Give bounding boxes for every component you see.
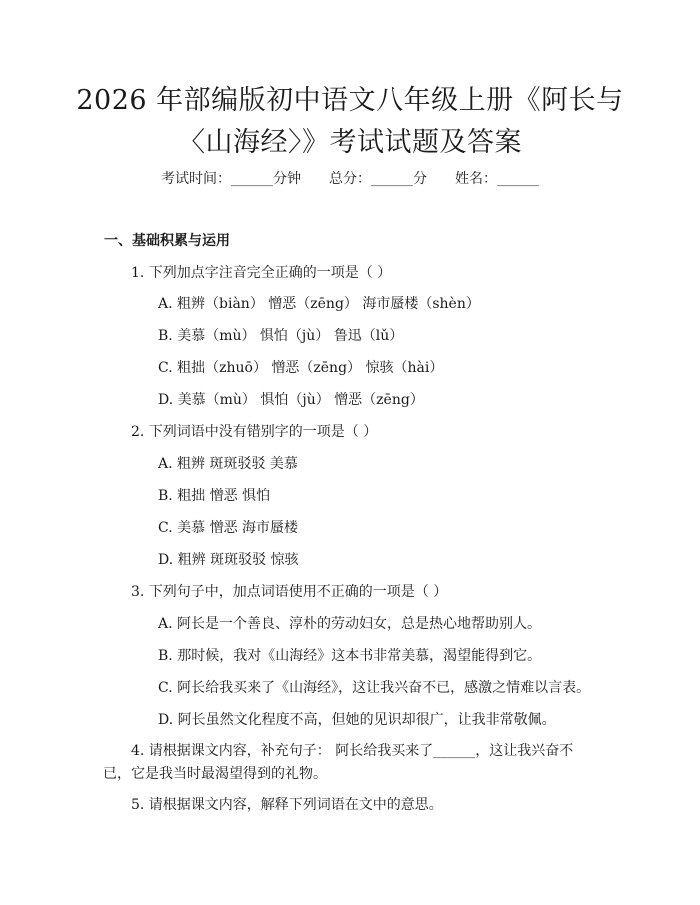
section-heading: 一、基础积累与运用 (104, 233, 230, 249)
exam-title-line-2: 〈山海经〉》考试试题及答案 (178, 127, 522, 158)
question-2-option-d: D. 粗辨 斑斑驳驳 惊骇 (158, 552, 299, 568)
question-4-stem: 4. 请根据课文内容，补充句子： 阿长给我买来了______，这让我兴奋不 (131, 743, 574, 759)
question-2-option-b: B. 粗拙 憎恶 惧怕 (158, 488, 271, 504)
question-3-option-b: B. 那时候，我对《山海经》这本书非常美慕，渴望能得到它。 (158, 648, 542, 664)
question-3-option-c: C. 阿长给我买来了《山海经》，这让我兴奋不已，感激之情难以言表。 (158, 680, 591, 696)
exam-meta (0, 168, 700, 188)
question-1-option-d: D. 美慕（mù） 惧怕（jù） 憎恶（zēng） (158, 392, 424, 408)
exam-title-line-1: 2026 年部编版初中语文八年级上册《阿长与 (76, 85, 624, 116)
question-2-option-a: A. 粗辨 斑斑驳驳 美慕 (158, 456, 298, 472)
question-3-stem: 3. 下列句子中，加点词语使用不正确的一项是（ ） (131, 584, 448, 600)
question-1-option-c: C. 粗拙（zhuō） 憎恶（zēng） 惊骇（hài） (158, 360, 444, 376)
question-4-stem-continued: 已，它是我当时最渴望得到的礼物。 (103, 766, 327, 782)
question-3-option-d: D. 阿长虽然文化程度不高，但她的见识却很广，让我非常敬佩。 (158, 712, 556, 728)
question-2-stem: 2. 下列词语中没有错别字的一项是（ ） (131, 424, 378, 440)
question-1-stem: 1. 下列加点字注音完全正确的一项是（ ） (131, 265, 392, 281)
question-5-stem: 5. 请根据课文内容，解释下列词语在文中的意思。 (131, 797, 443, 813)
question-2-option-c: C. 美慕 憎恶 海市蜃楼 (158, 520, 299, 536)
question-1-option-b: B. 美慕（mù） 惧怕（jù） 鲁迅（lǔ） (158, 328, 404, 344)
question-1-option-a: A. 粗辨（biàn） 憎恶（zēng） 海市蜃楼（shèn） (158, 296, 480, 312)
question-3-option-a: A. 阿长是一个善良、淳朴的劳动妇女，总是热心地帮助别人。 (158, 616, 542, 632)
exam-title (0, 80, 700, 164)
exam-time-field: 考试时间：______分钟 (161, 171, 301, 187)
name-field: 姓名：______ (455, 171, 539, 187)
total-score-field: 总分：______分 (329, 171, 427, 187)
